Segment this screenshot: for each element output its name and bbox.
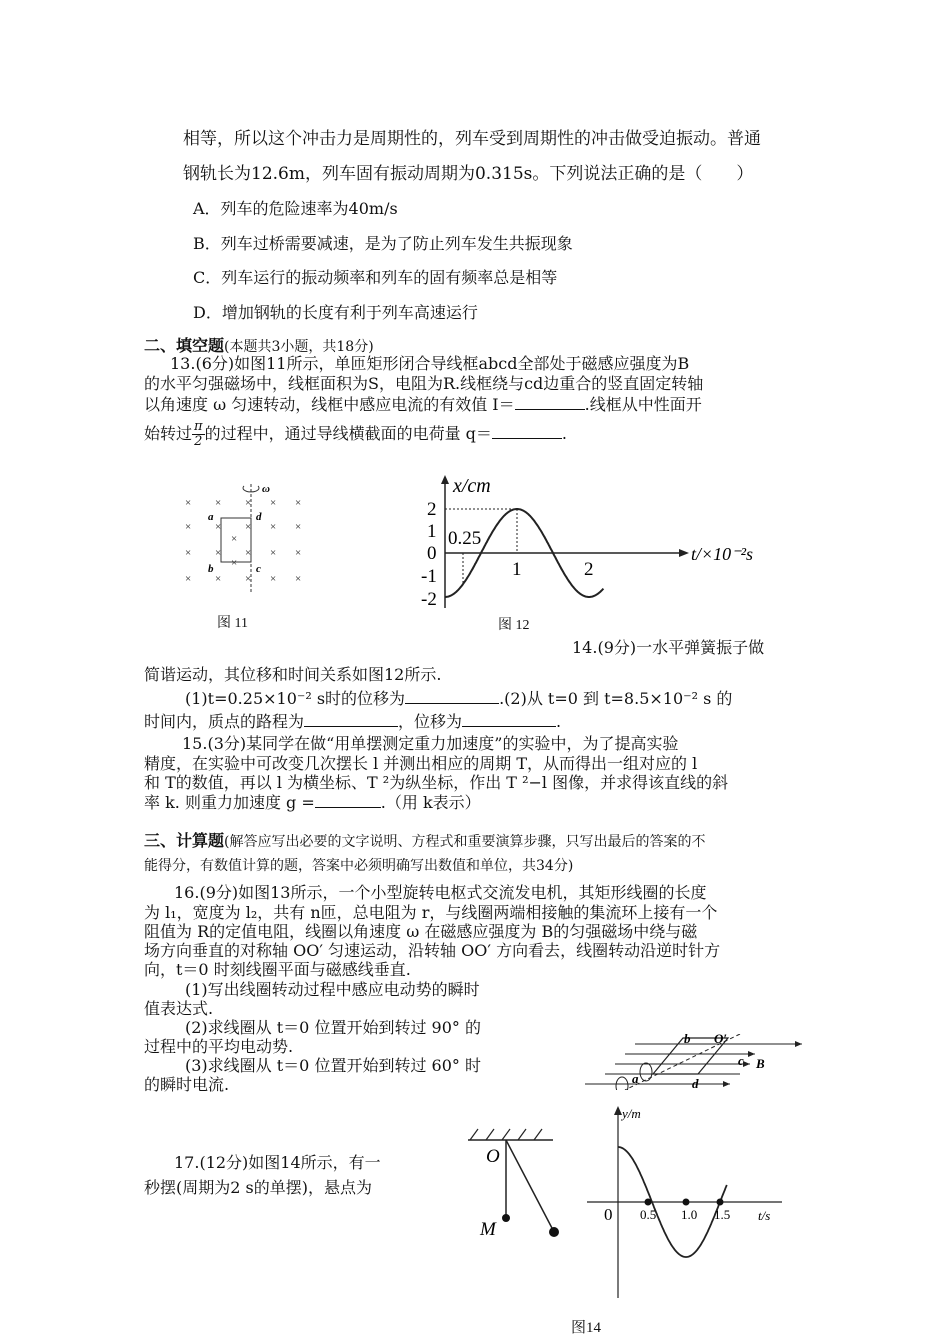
section3-note1: (解答应写出必要的文字说明、方程式和重要演算步骤，只写出最后的答案的不 [224, 834, 706, 850]
label-a: a [632, 1071, 639, 1086]
q14-line3 [185, 687, 732, 710]
tick-y-1: 1 [427, 521, 437, 542]
q12-option-b: B．列车过桥需要减速，是为了防止列车发生共振现象 [193, 234, 573, 253]
tick-x-025: 0.25 [448, 528, 482, 549]
x-axis-label: t/×10⁻²s [691, 544, 754, 564]
q16-sub3b: 的瞬时电流. [144, 1075, 230, 1094]
q14-line4-mid: ，位移为 [398, 712, 463, 731]
point-m [502, 1214, 510, 1222]
ceiling-hatch [470, 1129, 542, 1140]
field-cross-mark: × [245, 497, 252, 509]
q15-line3: 和 T的数值，再以 l 为横坐标、T ²为纵坐标，作出 T ²−l 图像，并求得该直线的斜 [144, 773, 729, 792]
pi-over-2-fraction [192, 420, 205, 449]
section3-note2: 能得分，有数值计算的题，答案中必须明确写出数值和单位，共34分) [144, 858, 574, 874]
y-axis-arrow-icon [614, 1106, 622, 1115]
q17-line1: 17.(12分)如图14所示，有一 [174, 1153, 381, 1172]
section3-title: 三、计算题 [144, 831, 225, 850]
label-c: c [738, 1053, 744, 1068]
q13-line4 [144, 416, 567, 452]
q16-line5: 向，t＝0 时刻线圈平面与磁感线垂直. [144, 960, 411, 979]
q12-option-a: A．列车的危险速率为40m/s [193, 199, 398, 218]
figure-14-graph [582, 1102, 792, 1302]
section3-heading [144, 830, 705, 853]
figure-11 [170, 478, 320, 598]
field-cross-mark: × [270, 521, 277, 533]
section2-title: 二、填空题 [144, 336, 225, 355]
y-axis-label: y/m [622, 1106, 641, 1121]
q16-line2: 为 l₁，宽度为 l₂，共有 n匝，总电阻为 r，与线圈两端相接触的集流环上接有一个 [144, 903, 718, 922]
y-axis-label: x/cm [453, 475, 491, 497]
q14-line4 [144, 710, 561, 733]
figure-14-pendulum [458, 1120, 578, 1270]
field-cross-mark: × [270, 573, 277, 585]
q15-line4 [144, 791, 481, 814]
q12-option-d: D．增加钢轨的长度有利于列车高速运行 [193, 303, 478, 322]
zero-crossing-15 [717, 1199, 724, 1206]
x-axis-label: t/s [758, 1208, 771, 1223]
q13-line3-text: 以角速度 ω 匀速转动，线框中感应电流的有效值 I＝ [144, 395, 515, 414]
tick-10: 1.0 [681, 1207, 698, 1222]
figure-14-caption: 图14 [571, 1320, 602, 1336]
field-cross-mark: × [295, 573, 302, 585]
zero-crossing-05 [645, 1199, 652, 1206]
pendulum-bob [549, 1227, 559, 1237]
q13-line3-tail: .线框从中性面开 [584, 395, 702, 414]
field-cross-mark: × [270, 497, 277, 509]
label-b: b [208, 563, 214, 575]
q13-line1: 13.(6分)如图11所示，单匝矩形闭合导线框abcd全部处于磁感应强度为B [170, 354, 690, 373]
field-cross-mark: × [185, 521, 192, 533]
x-axis-arrow-icon [679, 549, 689, 557]
q13-line4-mid: 的过程中，通过导线横截面的电荷量 q＝ [204, 424, 492, 443]
pendulum-string [506, 1140, 553, 1230]
figure-13 [580, 1034, 810, 1090]
q17-line2: 秒摆(周期为2 s的单摆)，悬点为 [144, 1178, 372, 1197]
field-cross-mark: × [231, 533, 238, 545]
tick-y-minus1: -1 [421, 566, 437, 587]
label-d: d [256, 511, 262, 523]
label-m: M [480, 1219, 496, 1240]
q15-line2: 精度，在实验中可改变几次摆长 l 并测出相应的周期 T，从而得出一组对应的 l [144, 754, 698, 773]
q13-blank-charge[interactable] [492, 422, 562, 439]
field-cross-mark: × [215, 521, 222, 533]
figure-12-caption: 图 12 [498, 618, 530, 633]
tick-x-1: 1 [512, 559, 522, 580]
q16-line1: 16.(9分)如图13所示，一个小型旋转电枢式交流发电机，其矩形线圈的长度 [174, 883, 707, 902]
field-cross-mark: × [231, 557, 238, 569]
q13-line4-text: 始转过 [144, 424, 193, 443]
field-cross-mark: × [185, 547, 192, 559]
field-cross-mark: × [295, 547, 302, 559]
q12-line1: 相等，所以这个冲击力是周期性的，列车受到周期性的冲击做受迫振动。普通 [183, 129, 761, 149]
tick-15: 1.5 [714, 1207, 731, 1222]
q15-line4-tail: .（用 k表示） [380, 793, 481, 812]
figure-12 [415, 472, 775, 612]
q13-line2: 的水平匀强磁场中，线框面积为S，电阻为R.线框绕与cd边重合的竖直固定转轴 [144, 374, 704, 393]
slip-ring [640, 1063, 652, 1081]
field-cross-mark: × [245, 547, 252, 559]
fraction-numerator: π [194, 419, 203, 434]
label-c: c [256, 563, 261, 575]
q16-sub1b: 值表达式. [144, 999, 214, 1018]
field-cross-mark: × [245, 573, 252, 585]
q16-sub2a: (2)求线圈从 t＝0 位置开始到转过 90° 的 [185, 1018, 481, 1037]
q12-option-c: C．列车运行的振动频率和列车的固有频率总是相等 [193, 268, 558, 287]
field-cross-mark: × [270, 547, 277, 559]
figure-11-caption: 图 11 [217, 616, 248, 631]
q14-blank-displacement[interactable] [405, 687, 499, 704]
q14-line4-text: 时间内，质点的路程为 [144, 712, 305, 731]
q14-line1: 14.(9分)一水平弹簧振子做 [572, 638, 765, 657]
field-cross-mark: × [245, 521, 252, 533]
field-cross-mark: × [295, 497, 302, 509]
label-d: d [692, 1076, 699, 1090]
q15-line1: 15.(3分)某同学在做“用单摆测定重力加速度”的实验中，为了提高实验 [182, 734, 679, 753]
tick-05: 0.5 [640, 1207, 657, 1222]
q14-blank-path[interactable] [304, 710, 398, 727]
fraction-denominator: 2 [194, 434, 203, 449]
tick-y-2: 2 [427, 499, 437, 520]
label-o: O [486, 1146, 500, 1167]
q16-line3: 阻值为 R的定值电阻，线圈以角速度 ω 在磁感应强度为 B的匀强磁场中绕与磁 [144, 922, 698, 941]
q16-sub2b: 过程中的平均电动势. [144, 1037, 294, 1056]
omega-label: ω [262, 483, 270, 495]
q13-blank-current[interactable] [515, 393, 585, 410]
tick-y-minus2: -2 [421, 589, 437, 610]
field-cross-mark: × [185, 497, 192, 509]
q16-line4: 场方向垂直的对称轴 OO′ 匀速运动，沿转轴 OO′ 方向看去，线圈转动沿逆时针方 [144, 941, 721, 960]
q14-line3-tail: .(2)从 t=0 到 t=8.5×10⁻² s 的 [499, 689, 733, 708]
q14-blank-displacement2[interactable] [462, 710, 556, 727]
q12-line2: 钢轨长为12.6m，列车固有振动周期为0.315s。下列说法正确的是（ ） [183, 164, 754, 184]
tick-zero: 0 [604, 1205, 613, 1224]
zero-crossing-10 [683, 1199, 690, 1206]
q15-line4-text: 率 k. 则重力加速度 g = [144, 793, 315, 812]
tick-x-2: 2 [584, 559, 594, 580]
field-cross-mark: × [185, 573, 192, 585]
q13-line3 [144, 393, 702, 416]
field-cross-mark: × [295, 521, 302, 533]
y-axis-arrow-icon [441, 475, 449, 484]
field-cross-mark: × [215, 547, 222, 559]
label-b: b [684, 1034, 691, 1046]
q16-sub1a: (1)写出线圈转动过程中感应电动势的瞬时 [185, 980, 480, 999]
field-cross-mark: × [215, 497, 222, 509]
q14-line3-text: (1)t=0.25×10⁻² s时的位移为 [185, 689, 406, 708]
label-field-b: B [756, 1056, 765, 1071]
q16-sub3a: (3)求线圈从 t＝0 位置开始到转过 60° 时 [185, 1056, 481, 1075]
tick-y-0: 0 [427, 543, 437, 564]
label-a: a [208, 511, 214, 523]
label-o-prime: O′ [714, 1034, 728, 1046]
section2-note: (本题共3小题，共18分) [224, 339, 374, 355]
field-cross-mark: × [215, 573, 222, 585]
q15-blank-g[interactable] [315, 791, 381, 808]
q13-line4-tail: . [561, 424, 567, 443]
q14-line4-tail: . [556, 712, 562, 731]
q14-line2: 简谐运动，其位移和时间关系如图12所示. [144, 665, 442, 684]
